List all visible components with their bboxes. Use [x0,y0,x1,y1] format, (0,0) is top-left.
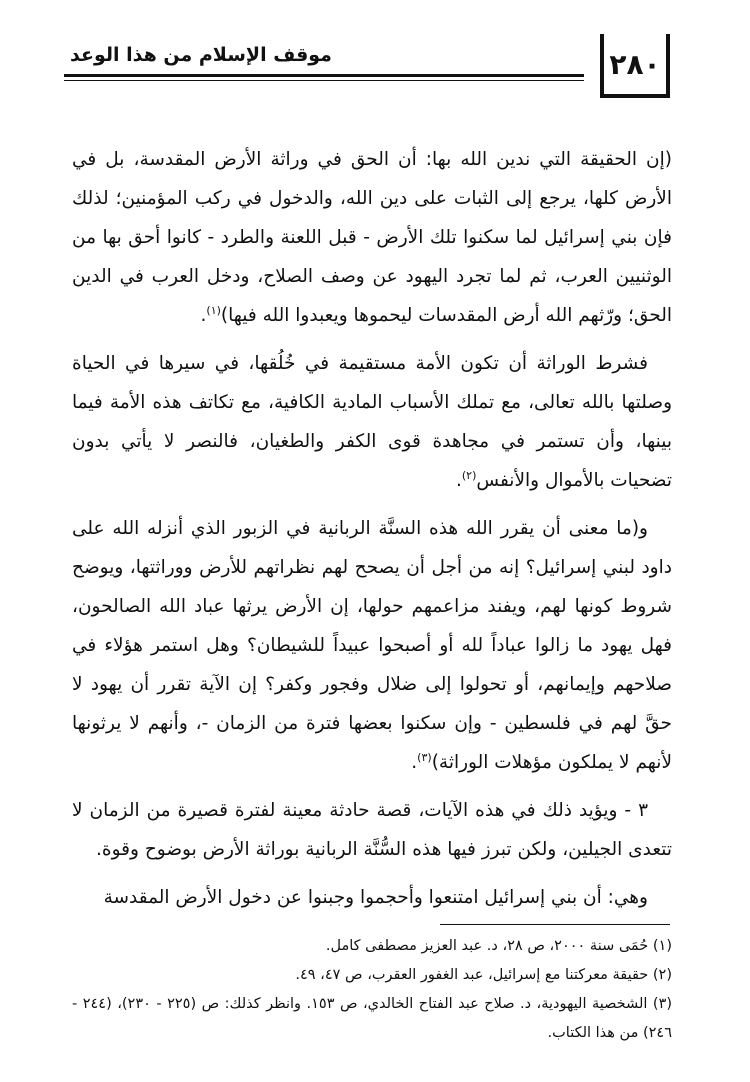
footnote: (٣) الشخصية اليهودية، د. صلاح عبد الفتاح الخالدي، ص ١٥٣. وانظر كذلك: ص (٢٢٥ - ٢٣٠)، (٢٤٤ - ٢٤٦) من هذا الكتاب. [72,996,673,1041]
header-rule-thin [64,80,584,81]
footnote: (١) حُمَى سنة ٢٠٠٠، ص ٢٨، د. عبد العزيز مصطفى كامل. [325,938,672,954]
header-rule [64,74,584,77]
footnote-separator [440,924,670,925]
footnote-ref: (١) [206,303,221,317]
footnote: (٢) حقيقة معركتنا مع إسرائيل، عبد الغفور العقرب، ص ٤٧، ٤٩. [295,967,672,983]
footnotes [72,932,672,1048]
running-title: موقف الإسلام من هذا الوعد [70,44,332,66]
body-text [72,140,672,926]
footnote-ref: (٢) [461,468,477,482]
footnote-ref: (٣) [417,750,432,764]
paragraph: فشرط الوراثة أن تكون الأمة مستقيمة في خُلُقها، في سيرها في الحياة وصلتها بالله تعالى، مع تملك الأسباب المادية الكافية، مع تكاتف هذه الأمة فيما بينها، وأن تستمر في مجاهدة قوى الكفر والطغيان، فالنصر لا يأتي بدون تضحيات بالأموال والأنفس$^{(٢)}$. [72,353,672,491]
page-header [64,34,670,108]
paragraph: (إن الحقيقة التي ندين الله بها: أن الحق في وراثة الأرض المقدسة، بل في الأرض كلها، يرجع إلى الثبات على دين الله، والدخول في ركب المؤمنين؛ لذلك فإن بني إسرائيل لما سكنوا تلك الأرض - قبل اللعنة والطرد - كانوا أحق بها من الوثنيين العرب، ثم لما تجرد اليهود عن وصف الصلاح، ودخل العرب في الدين الحق؛ ورّثهم الله أرض المقدسات ليحموها ويعبدوا الله فيها)$^{(١)}$. [72,149,672,326]
page-number: ٢٨٠ [600,34,670,98]
paragraph: ٣ - ويؤيد ذلك في هذه الآيات، قصة حادثة معينة لفترة قصيرة من الزمان لا تتعدى الجيلين، ولكن تبرز فيها هذه السُّنَّة الربانية بوراثة الأرض بوضوح وقوة. [72,800,672,860]
paragraph: و(ما معنى أن يقرر الله هذه السنَّة الربانية في الزبور الذي أنزله الله على داود لبني إسرائيل؟ إنه من أجل أن يصحح لهم نظراتهم للأرض ووراثتها، ويوضح شروط كونها لهم، ويفند مزاعمهم حولها، إن الأرض يرثها عباد الله الصالحون، فهل يهود ما زالوا عباداً لله أو أصبحوا عبيداً للشيطان؟ وهل استمر هؤلاء في صلاحهم وإيمانهم، أو تحولوا إلى ضلال وفجور وكفر؟ إن الآية تقرر أن يهود لا حقَّ لهم في فلسطين - وإن سكنوا بعضها فترة من الزمان -، وأنهم لا يرثونها لأنهم لا يملكون مؤهلات الوراثة)$^{(٣)}$. [72,518,672,773]
paragraph: وهي: أن بني إسرائيل امتنعوا وأحجموا وجبنوا عن دخول الأرض المقدسة [103,887,648,908]
